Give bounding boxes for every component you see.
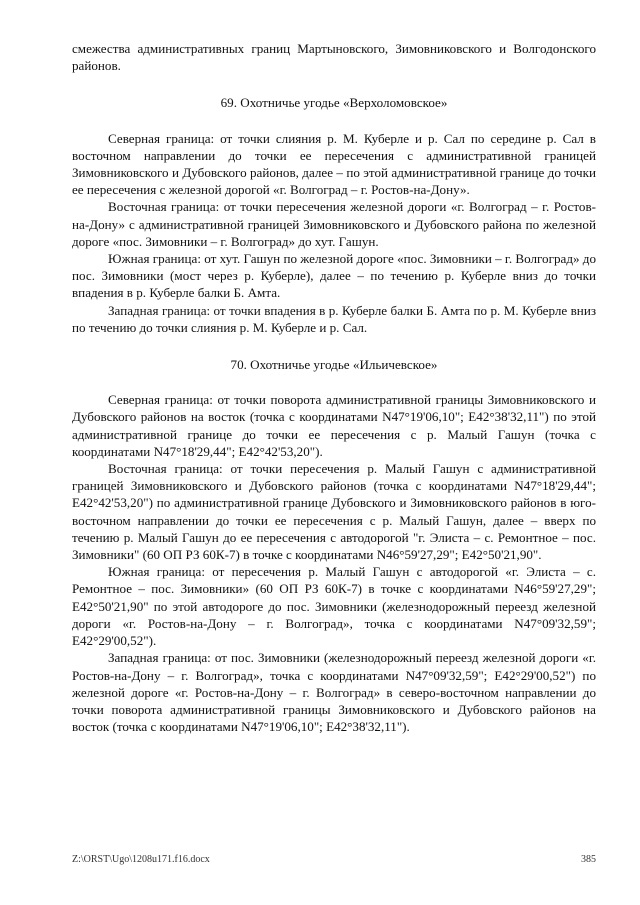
section-70-east-boundary: Восточная граница: от точки пересечения р. Малый Гашун с административной границей Зимовниковского и Дубовского районов (точка с координатами N47°18'29,44"; E42°42'53,20") по административной границе Дубовского и Зимовниковского районов в юго-восточном направлении до точки ее пересечения с р. Малый Гашун, далее – вверх по течению р. Малый Гашун до ее пересечения с автодорогой "г. Элиста – с. Ремонтное – пос. Зимовники" (60 ОП РЗ 60К-7) в точке с координатами N46°59'27,29"; E42°50'21,90".: [72, 461, 596, 563]
section-69-east-boundary: Восточная граница: от точки пересечения железной дороги «г. Волгоград – г. Ростов-на-Дону» с административной границей Зимовниковского и Дубовского района по железной дороге «пос. Зимовники – г. Волгоград» до хут. Гашун.: [72, 199, 596, 249]
intro-paragraph: смежества административных границ Мартыновского, Зимовниковского и Волгодонского районов.: [72, 41, 596, 74]
section-69-north-boundary: Северная граница: от точки слияния р. М. Куберле и р. Сал по середине р. Сал в восточном направлении до точки ее пересечения с административной границей Зимовниковского и Дубовского районов, далее – по этой административной границе до точки ее пересечения с железной дорогой «г. Волгоград – г. Ростов-на-Дону».: [72, 130, 596, 198]
document-page: [72, 40, 596, 735]
section-69-title: 69. Охотничье угодье «Верхоломовское»: [220, 95, 448, 111]
section-70-west-boundary: Западная граница: от пос. Зимовники (железнодорожный переезд железной дороги «г. Ростов-на-Дону – г. Волгоград», точка с координатами N47°09'32,59"; E42°29'00,52") по железной дороге «г. Ростов-на-Дону – г. Волгоград» в северо-восточном направлении до точки поворота административной границы Зимовниковского и Дубовского районов на восток (точка с координатами N47°19'06,10"; E42°38'32,11").: [72, 650, 596, 735]
section-70-north-boundary: Северная граница: от точки поворота административной границы Зимовниковского и Дубовского районов на восток (точка с координатами N47°19'06,10"; E42°38'32,11") по этой административной границе до точки ее пересечения с р. Малый Гашун (точка с координатами N47°18'29,44"; E42°42'53,20").: [72, 392, 596, 459]
footer-file-path: Z:\ORST\Ugo\1208u171.f16.docx: [72, 854, 210, 865]
section-69-west-boundary: Западная граница: от точки впадения в р. Куберле балки Б. Амта по р. М. Куберле вниз по течению до точки слияния р. М. Куберле и р. Сал.: [72, 302, 596, 335]
section-69-south-boundary: Южная граница: от хут. Гашун по железной дороге «пос. Зимовники – г. Волгоград» до пос. Зимовники (мост через р. Куберле), далее – по течению р. Куберле вниз до точки впадения в р. Куберле балки Б. Амта.: [72, 251, 597, 301]
section-70-title: 70. Охотничье угодье «Ильичевское»: [230, 357, 438, 373]
page-number: 385: [581, 854, 596, 865]
section-70-south-boundary: Южная граница: от пересечения р. Малый Гашун с автодорогой «г. Элиста – с. Ремонтное – пос. Зимовники» (60 ОП РЗ 60К-7) в точке с координатами N46°59'27,29"; E42°50'21,90" по этой автодороге до пос. Зимовники (железнодорожный переезд железной дороги «г. Ростов-на-Дону – г. Волгоград», точка с координатами N47°09'32,59"; E42°29'00,52").: [72, 564, 596, 649]
